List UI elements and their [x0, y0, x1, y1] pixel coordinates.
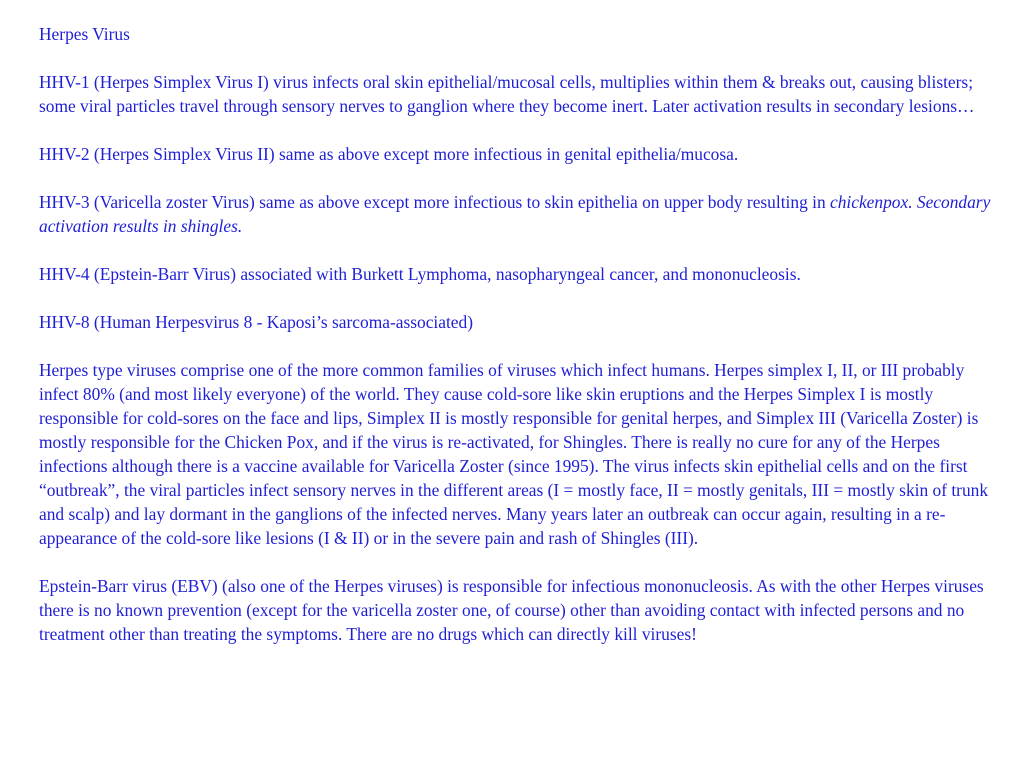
- ebv-paragraph: Epstein-Barr virus (EBV) (also one of the Herpes viruses) is responsible for infectious mononucleosis. As with the other Herpes viruses there is no known prevention (except for the varicella zoster one, of course) other than avoiding contact with infected persons and no treatment other than treating the symptoms. There are no drugs which can directly kill viruses!: [39, 576, 984, 644]
- hhv3-text: HHV-3 (Varicella zoster Virus) same as above except more infectious to skin epithelia on upper body resulting in: [39, 192, 830, 212]
- hhv1-paragraph: HHV-1 (Herpes Simplex Virus I) virus infects oral skin epithelial/mucosal cells, multiplies within them & breaks out, causing blisters; some viral particles travel through sensory nerves to ganglion where they become inert. Later activation results in secondary lesions…: [39, 72, 975, 116]
- hhv3-paragraph: [39, 190, 1000, 238]
- hhv3-italic-text: chickenpox. Secondary activation results in shingles.: [39, 192, 991, 236]
- hhv8-paragraph: HHV-8 (Human Herpesvirus 8 - Kaposi’s sarcoma-associated): [39, 312, 474, 332]
- slide-title: Herpes Virus: [39, 24, 130, 44]
- overview-paragraph: Herpes type viruses comprise one of the more common families of viruses which infect humans. Herpes simplex I, II, or III probably infect 80% (and most likely everyone) of the world. They cause cold-sore like skin eruptions and the Herpes Simplex I is mostly responsible for cold-sores on the face and lips, Simplex II is mostly responsible for genital herpes, and Simplex III (Varicella Zoster) is mostly responsible for the Chicken Pox, and if the virus is re-activated, for Shingles. There is really no cure for any of the Herpes infections although there is a vaccine available for Varicella Zoster (since 1995). The virus infects skin epithelial cells and on the first “outbreak”, the viral particles infect sensory nerves in the different areas (I = mostly face, II = mostly genitals, III = mostly skin of trunk and scalp) and lay dormant in the ganglions of the infected nerves. Many years later an outbreak can occur again, resulting in a re-appearance of the cold-sore like lesions (I & II) or in the severe pain and rash of Shingles (III).: [39, 360, 989, 548]
- hhv4-paragraph: HHV-4 (Epstein-Barr Virus) associated with Burkett Lymphoma, nasopharyngeal cancer, and mononucleosis.: [39, 264, 801, 284]
- hhv2-paragraph: HHV-2 (Herpes Simplex Virus II) same as above except more infectious in genital epithelia/mucosa.: [39, 144, 739, 164]
